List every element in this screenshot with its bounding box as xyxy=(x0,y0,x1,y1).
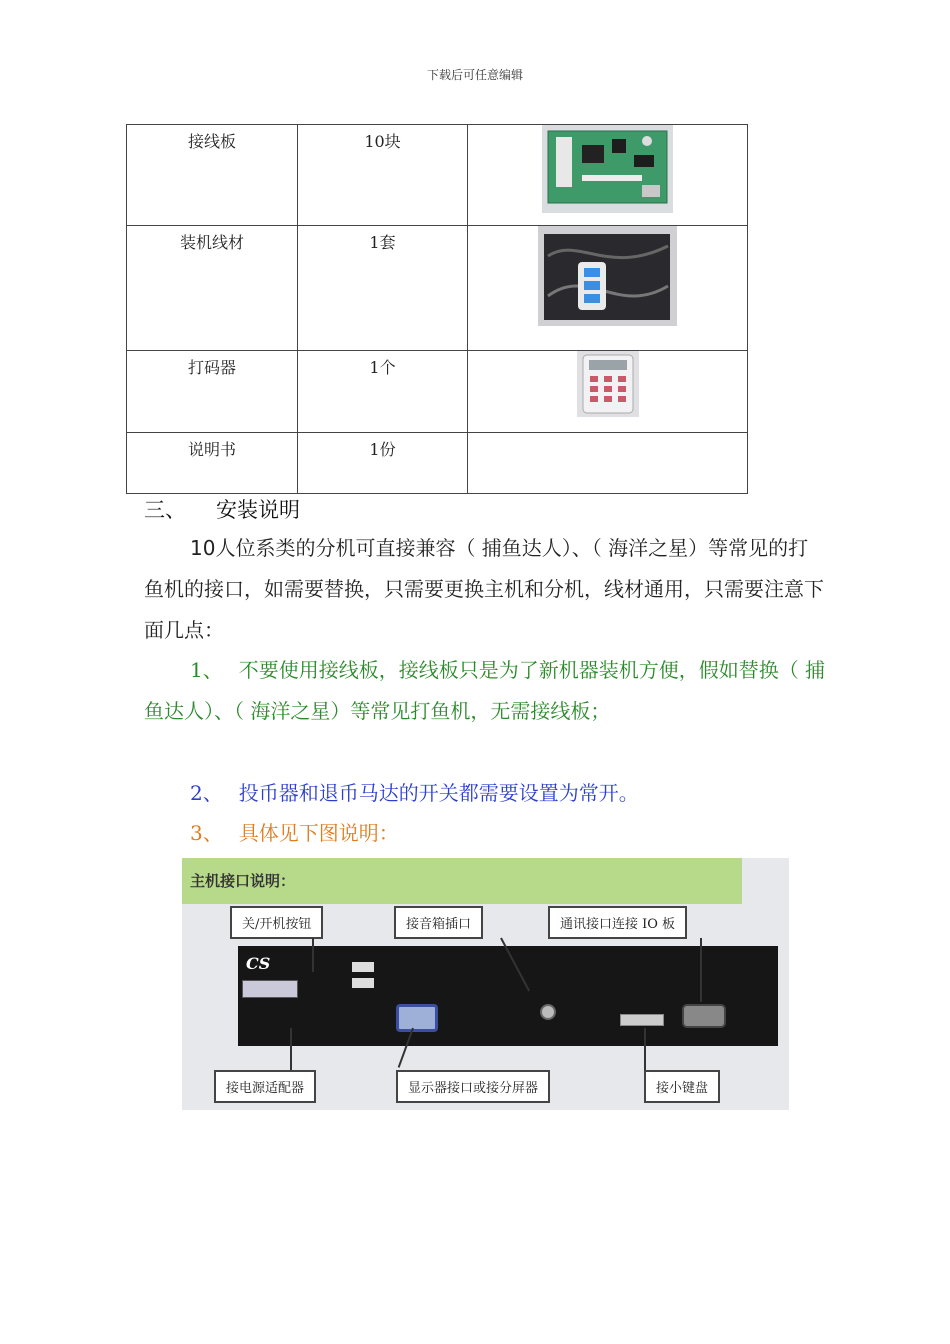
callout-power-button: 关/开机按钮 xyxy=(230,906,323,939)
intro-paragraph: 10人位系类的分机可直接兼容（ 捕鱼达人）、（ 海洋之星）等常见的打鱼机的接口，如需要替换，只需要更换主机和分机，线材通用，只需要注意下面几点： xyxy=(144,536,824,642)
item-qty: 1份 xyxy=(369,440,396,459)
leader-line xyxy=(700,938,702,1002)
diagram-title: 主机接口说明： xyxy=(190,872,296,890)
leader-line xyxy=(290,1028,292,1070)
note-text: 不要使用接线板，接线板只是为了新机器装机方便，假如替换（ 捕鱼达人）、（ 海洋之星）等常见打鱼机，无需接线板； xyxy=(144,658,826,723)
keypad-port-icon xyxy=(620,1014,664,1026)
note-item-2 xyxy=(144,773,880,814)
section-heading xyxy=(144,494,300,524)
table-row xyxy=(127,433,748,494)
panel-label xyxy=(352,978,374,988)
callout-keypad: 接小键盘 xyxy=(644,1070,720,1103)
audio-jack-icon xyxy=(540,1004,556,1020)
host-interface-diagram xyxy=(182,858,789,1110)
note-index: 1、 xyxy=(190,658,223,682)
note-item-3 xyxy=(144,813,880,854)
host-rear-panel xyxy=(238,946,778,1046)
callout-speaker: 接音箱插口 xyxy=(394,906,483,939)
code-keypad-image xyxy=(577,351,639,417)
page-header: 下载后可任意编辑 xyxy=(426,68,523,82)
item-name: 说明书 xyxy=(187,440,236,459)
callout-comm-port: 通讯接口连接 IO 板 xyxy=(548,906,687,939)
parts-table xyxy=(126,124,748,494)
table-row xyxy=(127,125,748,226)
item-qty: 1套 xyxy=(369,233,396,252)
section-number: 三、 xyxy=(144,498,186,522)
item-name: 打码器 xyxy=(187,358,236,377)
note-text: 投币器和退币马达的开关都需要设置为常开。 xyxy=(238,781,639,805)
leader-line xyxy=(644,1028,646,1070)
item-name: 接线板 xyxy=(187,132,236,151)
item-qty: 1个 xyxy=(369,358,396,377)
circuit-board-image xyxy=(542,125,673,213)
item-name: 装机线材 xyxy=(179,233,244,252)
table-row xyxy=(127,226,748,351)
section-title: 安装说明 xyxy=(216,498,300,522)
note-item-1 xyxy=(144,650,834,732)
panel-label xyxy=(352,962,374,972)
callout-power-adapter: 接电源适配器 xyxy=(214,1070,316,1103)
note-text: 具体见下图说明： xyxy=(238,821,399,845)
cs-logo: CS xyxy=(246,954,271,973)
cable-kit-image xyxy=(538,226,677,326)
serial-port-icon xyxy=(682,1004,726,1028)
note-index: 3、 xyxy=(190,821,223,845)
item-qty: 10块 xyxy=(364,132,401,151)
note-index: 2、 xyxy=(190,781,223,805)
vga-port-icon xyxy=(396,1004,438,1032)
callout-display-port: 显示器接口或接分屏器 xyxy=(396,1070,550,1103)
brand-badge xyxy=(242,980,298,998)
leader-line xyxy=(312,938,314,972)
table-row xyxy=(127,351,748,433)
